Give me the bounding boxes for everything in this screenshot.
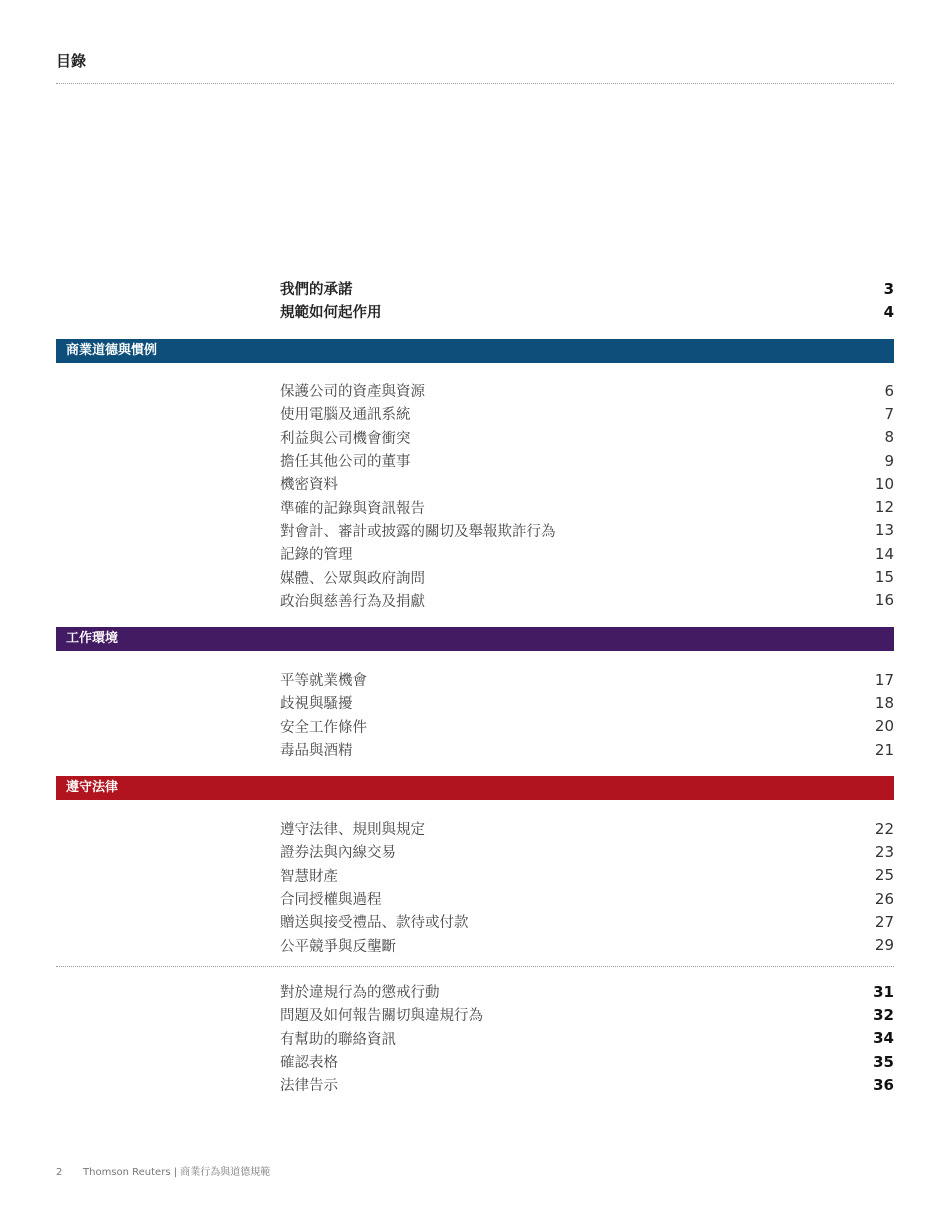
toc-entry-page: 27: [874, 912, 894, 931]
toc-entry-label: 對於違規行為的懲戒行動: [280, 985, 440, 1002]
section-divider: [56, 966, 894, 967]
toc-entry-page: 21: [874, 740, 894, 759]
toc-entry-page: 14: [874, 544, 894, 563]
toc-entry-page: 8: [884, 428, 894, 447]
toc-entry-label: 平等就業機會: [280, 673, 367, 690]
toc-entry-page: 32: [873, 1005, 894, 1024]
toc-entry-label: 歧視與騷擾: [280, 696, 353, 713]
toc-entry[interactable]: [280, 277, 894, 300]
toc-entry-page: 13: [874, 521, 894, 540]
footer-doc-title: 商業行為與道德規範: [180, 1167, 271, 1178]
toc-entry[interactable]: [280, 1027, 894, 1050]
toc-entry-page: 17: [874, 670, 894, 689]
toc-entry-label: 法律告示: [280, 1078, 338, 1095]
toc-entry-label: 我們的承諾: [280, 282, 353, 299]
toc-entry-label: 使用電腦及通訊系統: [280, 407, 411, 424]
footer-separator: |: [173, 1167, 178, 1178]
toc-entry[interactable]: [280, 542, 894, 565]
toc-entry-page: 22: [874, 819, 894, 838]
toc-entry-label: 擔任其他公司的董事: [280, 454, 411, 471]
page-title: 目錄: [56, 52, 87, 70]
toc-entry-page: 10: [874, 474, 894, 493]
toc-entry-page: 7: [884, 404, 894, 423]
toc-entry-page: 23: [874, 842, 894, 861]
toc-entry-label: 安全工作條件: [280, 719, 367, 736]
toc-entry-page: 9: [884, 451, 894, 470]
toc-entry-page: 16: [874, 591, 894, 610]
toc-entry[interactable]: [280, 668, 894, 691]
toc-entry[interactable]: [280, 817, 894, 840]
toc-entry-label: 證券法與內線交易: [280, 845, 396, 862]
toc-entry[interactable]: [280, 715, 894, 738]
toc-entry[interactable]: [280, 691, 894, 714]
footer-page-number: 2: [56, 1167, 63, 1178]
toc-entry-label: 智慧財產: [280, 868, 338, 885]
section-heading-business-ethics: 商業道德與慣例: [56, 339, 894, 363]
page-footer: [56, 1163, 270, 1178]
toc-entry[interactable]: [280, 887, 894, 910]
toc-entry-page: 35: [873, 1052, 894, 1071]
toc-entry-page: 6: [884, 381, 894, 400]
toc-entry[interactable]: [280, 402, 894, 425]
section-list-work-environment: [280, 668, 894, 761]
toc-entry-page: 25: [874, 866, 894, 885]
toc-entry-label: 合同授權與過程: [280, 892, 382, 909]
section-heading-work-environment: 工作環境: [56, 627, 894, 651]
toc-entry-label: 問題及如何報告關切與違規行為: [280, 1008, 483, 1025]
toc-entry-label: 公平競爭與反壟斷: [280, 938, 396, 955]
intro-list: [280, 277, 894, 324]
top-divider: [56, 83, 894, 84]
toc-entry-label: 毒品與酒精: [280, 743, 353, 760]
toc-entry-page: 12: [874, 498, 894, 517]
toc-entry-label: 確認表格: [280, 1055, 338, 1072]
toc-entry-label: 準確的記錄與資訊報告: [280, 500, 425, 517]
toc-entry-label: 贈送與接受禮品、款待或付款: [280, 915, 469, 932]
toc-entry-label: 利益與公司機會衝突: [280, 430, 411, 447]
toc-entry-page: 34: [873, 1029, 894, 1048]
toc-entry[interactable]: [280, 738, 894, 761]
toc-entry-label: 記錄的管理: [280, 547, 353, 564]
toc-entry[interactable]: [280, 910, 894, 933]
toc-entry-page: 36: [873, 1075, 894, 1094]
section-list-compliance: [280, 817, 894, 957]
toc-entry-label: 政治與慈善行為及捐獻: [280, 593, 425, 610]
toc-entry[interactable]: [280, 1073, 894, 1096]
toc-entry[interactable]: [280, 589, 894, 612]
toc-entry[interactable]: [280, 1050, 894, 1073]
toc-entry[interactable]: [280, 840, 894, 863]
toc-entry[interactable]: [280, 519, 894, 542]
toc-entry-page: 26: [874, 889, 894, 908]
toc-entry[interactable]: [280, 565, 894, 588]
closing-list: [280, 980, 894, 1096]
toc-entry[interactable]: [280, 472, 894, 495]
toc-entry-label: 有幫助的聯絡資訊: [280, 1031, 396, 1048]
section-list-business-ethics: [280, 379, 894, 612]
toc-entry[interactable]: [280, 1003, 894, 1026]
toc-entry-page: 29: [874, 936, 894, 955]
toc-entry[interactable]: [280, 379, 894, 402]
toc-entry-page: 4: [883, 302, 894, 321]
toc-entry-page: 31: [873, 982, 894, 1001]
toc-entry-page: 15: [874, 568, 894, 587]
toc-entry[interactable]: [280, 426, 894, 449]
toc-entry[interactable]: [280, 300, 894, 323]
toc-entry-label: 媒體、公眾與政府詢問: [280, 570, 425, 587]
toc-entry-label: 規範如何起作用: [280, 305, 382, 322]
toc-entry[interactable]: [280, 495, 894, 518]
toc-entry-label: 對會計、審計或披露的關切及舉報欺詐行為: [280, 523, 556, 540]
toc-entry-label: 遵守法律、規則與規定: [280, 822, 425, 839]
toc-entry[interactable]: [280, 980, 894, 1003]
toc-entry[interactable]: [280, 864, 894, 887]
toc-entry[interactable]: [280, 449, 894, 472]
footer-company: Thomson Reuters: [83, 1167, 171, 1178]
toc-entry-page: 18: [874, 693, 894, 712]
toc-entry-page: 3: [883, 279, 894, 298]
section-heading-compliance: 遵守法律: [56, 776, 894, 800]
toc-entry[interactable]: [280, 933, 894, 956]
toc-entry-page: 20: [874, 717, 894, 736]
toc-entry-label: 保護公司的資產與資源: [280, 384, 425, 401]
toc-entry-label: 機密資料: [280, 477, 338, 494]
